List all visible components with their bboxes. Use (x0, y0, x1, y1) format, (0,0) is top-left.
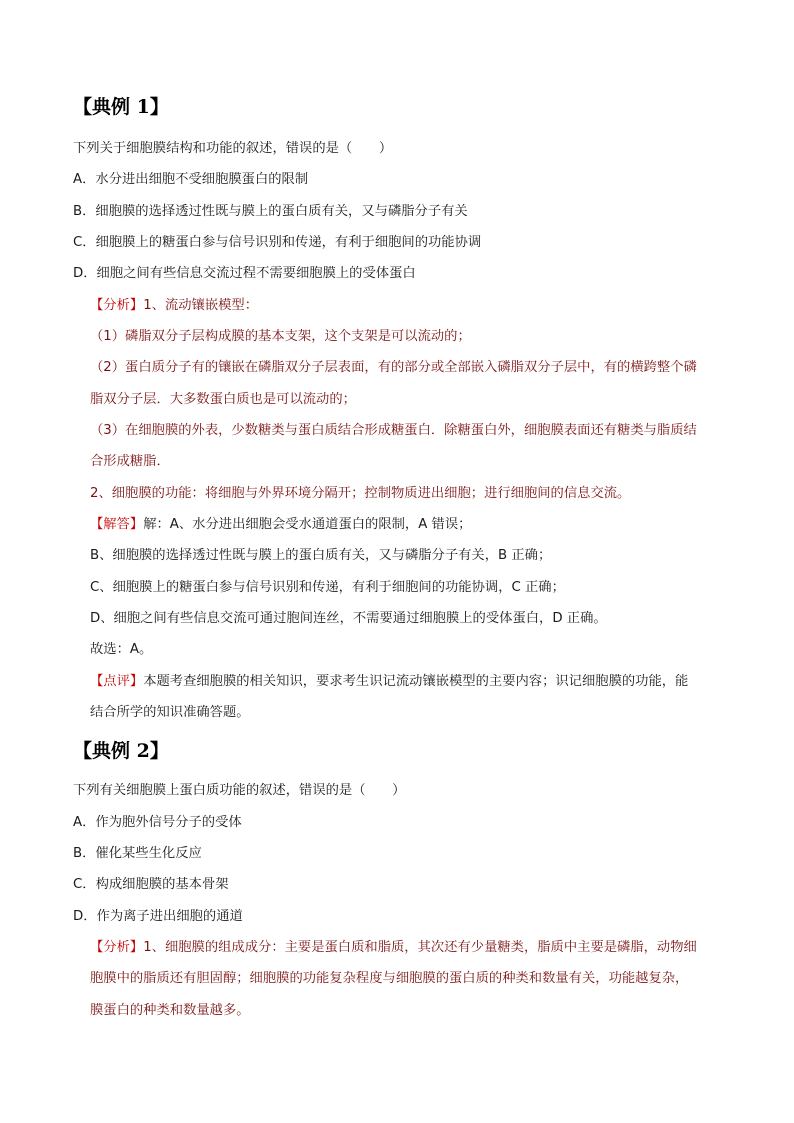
comment-text: 本题考查细胞膜的相关知识，要求考生识记流动镶嵌模型的主要内容；识记细胞膜的功能，能 (143, 674, 689, 689)
example-1-analysis-line: （1）磷脂双分子层构成膜的基本支架，这个支架是可以流动的； (90, 329, 471, 344)
example-2-option-a: A．作为胞外信号分子的受体 (73, 815, 242, 830)
example-1-title: 【典例 1】 (73, 96, 169, 118)
analysis-text: 1、细胞膜的组成成分：主要是蛋白质和脂质，其次还有少量糖类，脂质中主要是磷脂，动物细 (143, 940, 697, 955)
example-1-option-b: B．细胞膜的选择透过性既与膜上的蛋白质有关，又与磷脂分子有关 (73, 204, 468, 219)
example-1-analysis-line: （2）蛋白质分子有的镶嵌在磷脂双分子层表面，有的部分或全部嵌入磷脂双分子层中，有的横跨整个磷 (90, 360, 697, 375)
example-1-option-d: D．细胞之间有些信息交流过程不需要细胞膜上的受体蛋白 (73, 266, 416, 281)
example-2-option-d: D．作为离子进出细胞的通道 (73, 909, 243, 924)
example-2-analysis-line (90, 940, 697, 956)
answer-text: 解：A、水分进出细胞会受水通道蛋白的限制，A 错误； (143, 517, 472, 532)
answer-tag: 【解答】 (90, 517, 144, 532)
example-1-option-c: C．细胞膜上的糖蛋白参与信号识别和传递，有利于细胞间的功能协调 (73, 235, 482, 250)
example-1-answer-line: D、细胞之间有些信息交流可通过胞间连丝，不需要通过细胞膜上的受体蛋白，D 正确。 (90, 611, 607, 626)
example-2-title: 【典例 2】 (73, 740, 169, 762)
example-1-comment-line (90, 674, 688, 690)
example-1-analysis-line (90, 298, 258, 314)
example-2-analysis-line: 膜蛋白的种类和数量越多。 (90, 1003, 250, 1018)
example-2-option-c: C．构成细胞膜的基本骨架 (73, 877, 229, 892)
example-2-analysis-line: 胞膜中的脂质还有胆固醇；细胞膜的功能复杂程度与细胞膜的蛋白质的种类和数量有关，功能越复杂， (90, 971, 689, 986)
example-1-answer-line: B、细胞膜的选择透过性既与膜上的蛋白质有关，又与磷脂分子有关，B 正确； (90, 548, 552, 563)
analysis-tag: 【分析】 (90, 940, 144, 955)
example-1-answer-line (90, 517, 471, 533)
example-1-question: 下列关于细胞膜结构和功能的叙述，错误的是（ ） (73, 141, 393, 156)
example-1-comment-line: 结合所学的知识准确答题。 (90, 705, 250, 720)
example-1-analysis-line: 2、细胞膜的功能：将细胞与外界环境分隔开；控制物质进出细胞；进行细胞间的信息交流。 (90, 486, 631, 501)
example-1-analysis-line: （3）在细胞膜的外表，少数糖类与蛋白质结合形成糖蛋白．除糖蛋白外，细胞膜表面还有糖类与脂质结 (90, 423, 697, 438)
example-1-option-a: A．水分进出细胞不受细胞膜蛋白的限制 (73, 172, 309, 187)
example-2-option-b: B．催化某些生化反应 (73, 846, 202, 861)
analysis-text: 1、流动镶嵌模型： (143, 298, 259, 313)
example-1-answer-line: 故选：A。 (90, 642, 153, 657)
example-1-analysis-line: 脂双分子层．大多数蛋白质也是可以流动的； (90, 392, 356, 407)
example-1-answer-line: C、细胞膜上的糖蛋白参与信号识别和传递，有利于细胞间的功能协调，C 正确； (90, 580, 565, 595)
comment-tag: 【点评】 (90, 674, 144, 689)
example-1-analysis-line: 合形成糖脂． (90, 454, 170, 469)
example-2-question: 下列有关细胞膜上蛋白质功能的叙述，错误的是（ ） (73, 783, 406, 798)
analysis-tag: 【分析】 (90, 298, 144, 313)
